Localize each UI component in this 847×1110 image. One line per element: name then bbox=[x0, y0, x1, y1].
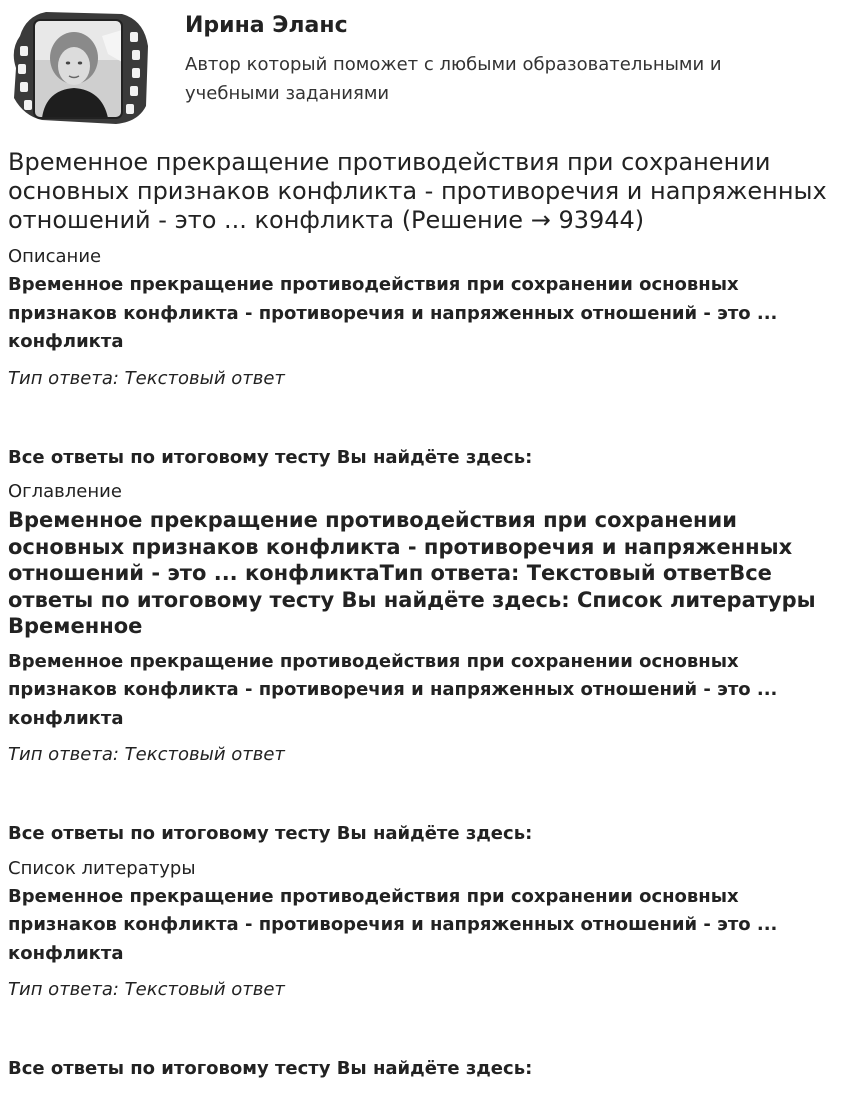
toc-section bbox=[8, 481, 840, 849]
literature-label: Список литературы bbox=[8, 857, 196, 879]
author-description: Автор который поможет с любыми образовательными и учебными заданиями bbox=[185, 54, 722, 104]
toc-label: Оглавление bbox=[8, 481, 122, 502]
literature-section bbox=[8, 858, 840, 1084]
toc-heading: Временное прекращение противодействия при сохранении основных признаков конфликта - противоречия и напряженных отношений - это ... конфликтаТип ответа: Текстовый ответВсе ответы по итоговому тесту Вы найдёте здесь: Список литературы Временное bbox=[8, 508, 816, 638]
question-text: Временное прекращение противодействия при сохранении основных признаков конфликта - противоречия и напряженных отношений - это ... конфликта bbox=[8, 885, 778, 964]
answer-type: Тип ответа: Текстовый ответ bbox=[8, 979, 285, 1000]
description-label: Описание bbox=[8, 246, 102, 267]
question-text: Временное прекращение противодействия при сохранении основных признаков конфликта - противоречия и напряженных отношений - это ... конфликта bbox=[8, 650, 778, 729]
author-avatar[interactable] bbox=[6, 6, 152, 130]
question-text: Временное прекращение противодействия при сохранении основных признаков конфликта - противоречия и напряженных отношений - это ... конфликта bbox=[8, 274, 778, 352]
all-answers-text: Все ответы по итоговому тесту Вы найдёте здесь: bbox=[8, 1058, 533, 1079]
answer-type: Тип ответа: Текстовый ответ bbox=[8, 367, 285, 389]
main-content bbox=[8, 148, 840, 1084]
all-answers-text: Все ответы по итоговому тесту Вы найдёте здесь: bbox=[8, 823, 533, 844]
all-answers-text: Все ответы по итоговому тесту Вы найдёте здесь: bbox=[8, 446, 533, 468]
author-name[interactable]: Ирина Эланс bbox=[185, 13, 348, 38]
description-section bbox=[8, 246, 840, 472]
answer-type: Тип ответа: Текстовый ответ bbox=[8, 744, 285, 765]
page-title: Временное прекращение противодействия при сохранении основных признаков конфликта - противоречия и напряженных отношений - это ... конфликта (Решение → 93944) bbox=[8, 148, 827, 234]
author-photo-icon bbox=[6, 6, 152, 130]
author-card bbox=[0, 0, 847, 140]
